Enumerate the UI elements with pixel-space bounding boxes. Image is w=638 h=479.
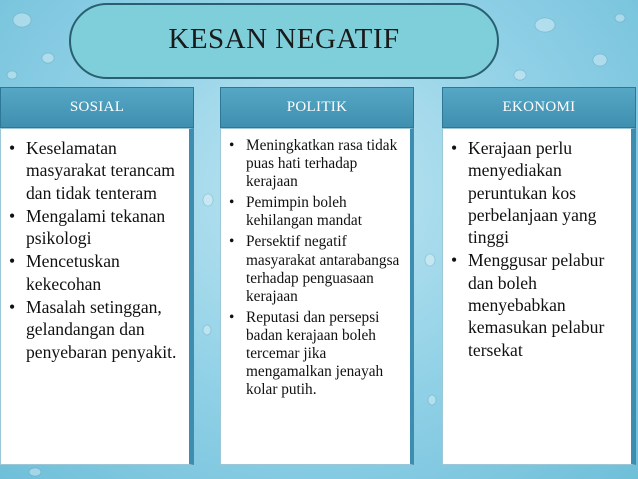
bullet-list	[228, 137, 406, 399]
column-politik	[220, 0, 414, 465]
list-item: • Persektif negatif masyarakat antarabangsa terhadap penguasaan kerajaan	[228, 233, 406, 305]
list-item: • Kerajaan perlu menyediakan peruntukan kos perbelanjaan yang tinggi	[450, 137, 627, 248]
column-body	[0, 128, 194, 465]
list-item: • Menggusar pelabur dan boleh menyebabkan kemasukan pelabur tersekat	[450, 249, 627, 360]
column-body	[442, 128, 636, 465]
list-item: • Keselamatan masyarakat terancam dan tidak tenteram	[8, 137, 185, 204]
list-item: • Pemimpin boleh kehilangan mandat	[228, 194, 406, 230]
bullet-list	[8, 137, 185, 363]
diagram-title: KESAN NEGATIF	[168, 22, 400, 55]
list-item: • Masalah setinggan, gelandangan dan penyebaran penyakit.	[8, 296, 185, 363]
column-body	[220, 128, 414, 465]
column-sosial	[0, 0, 194, 465]
list-item: • Mencetuskan kekecohan	[8, 250, 185, 295]
list-item: • Meningkatkan rasa tidak puas hati terhadap kerajaan	[228, 137, 406, 191]
bullet-list	[450, 137, 627, 361]
column-heading: POLITIK	[220, 87, 414, 128]
list-item: • Mengalami tekanan psikologi	[8, 205, 185, 250]
column-ekonomi	[442, 0, 636, 465]
column-heading: SOSIAL	[0, 87, 194, 128]
column-heading: EKONOMI	[442, 87, 636, 128]
list-item: • Reputasi dan persepsi badan kerajaan boleh tercemar jika mengamalkan jenayah kolar putih.	[228, 309, 406, 399]
